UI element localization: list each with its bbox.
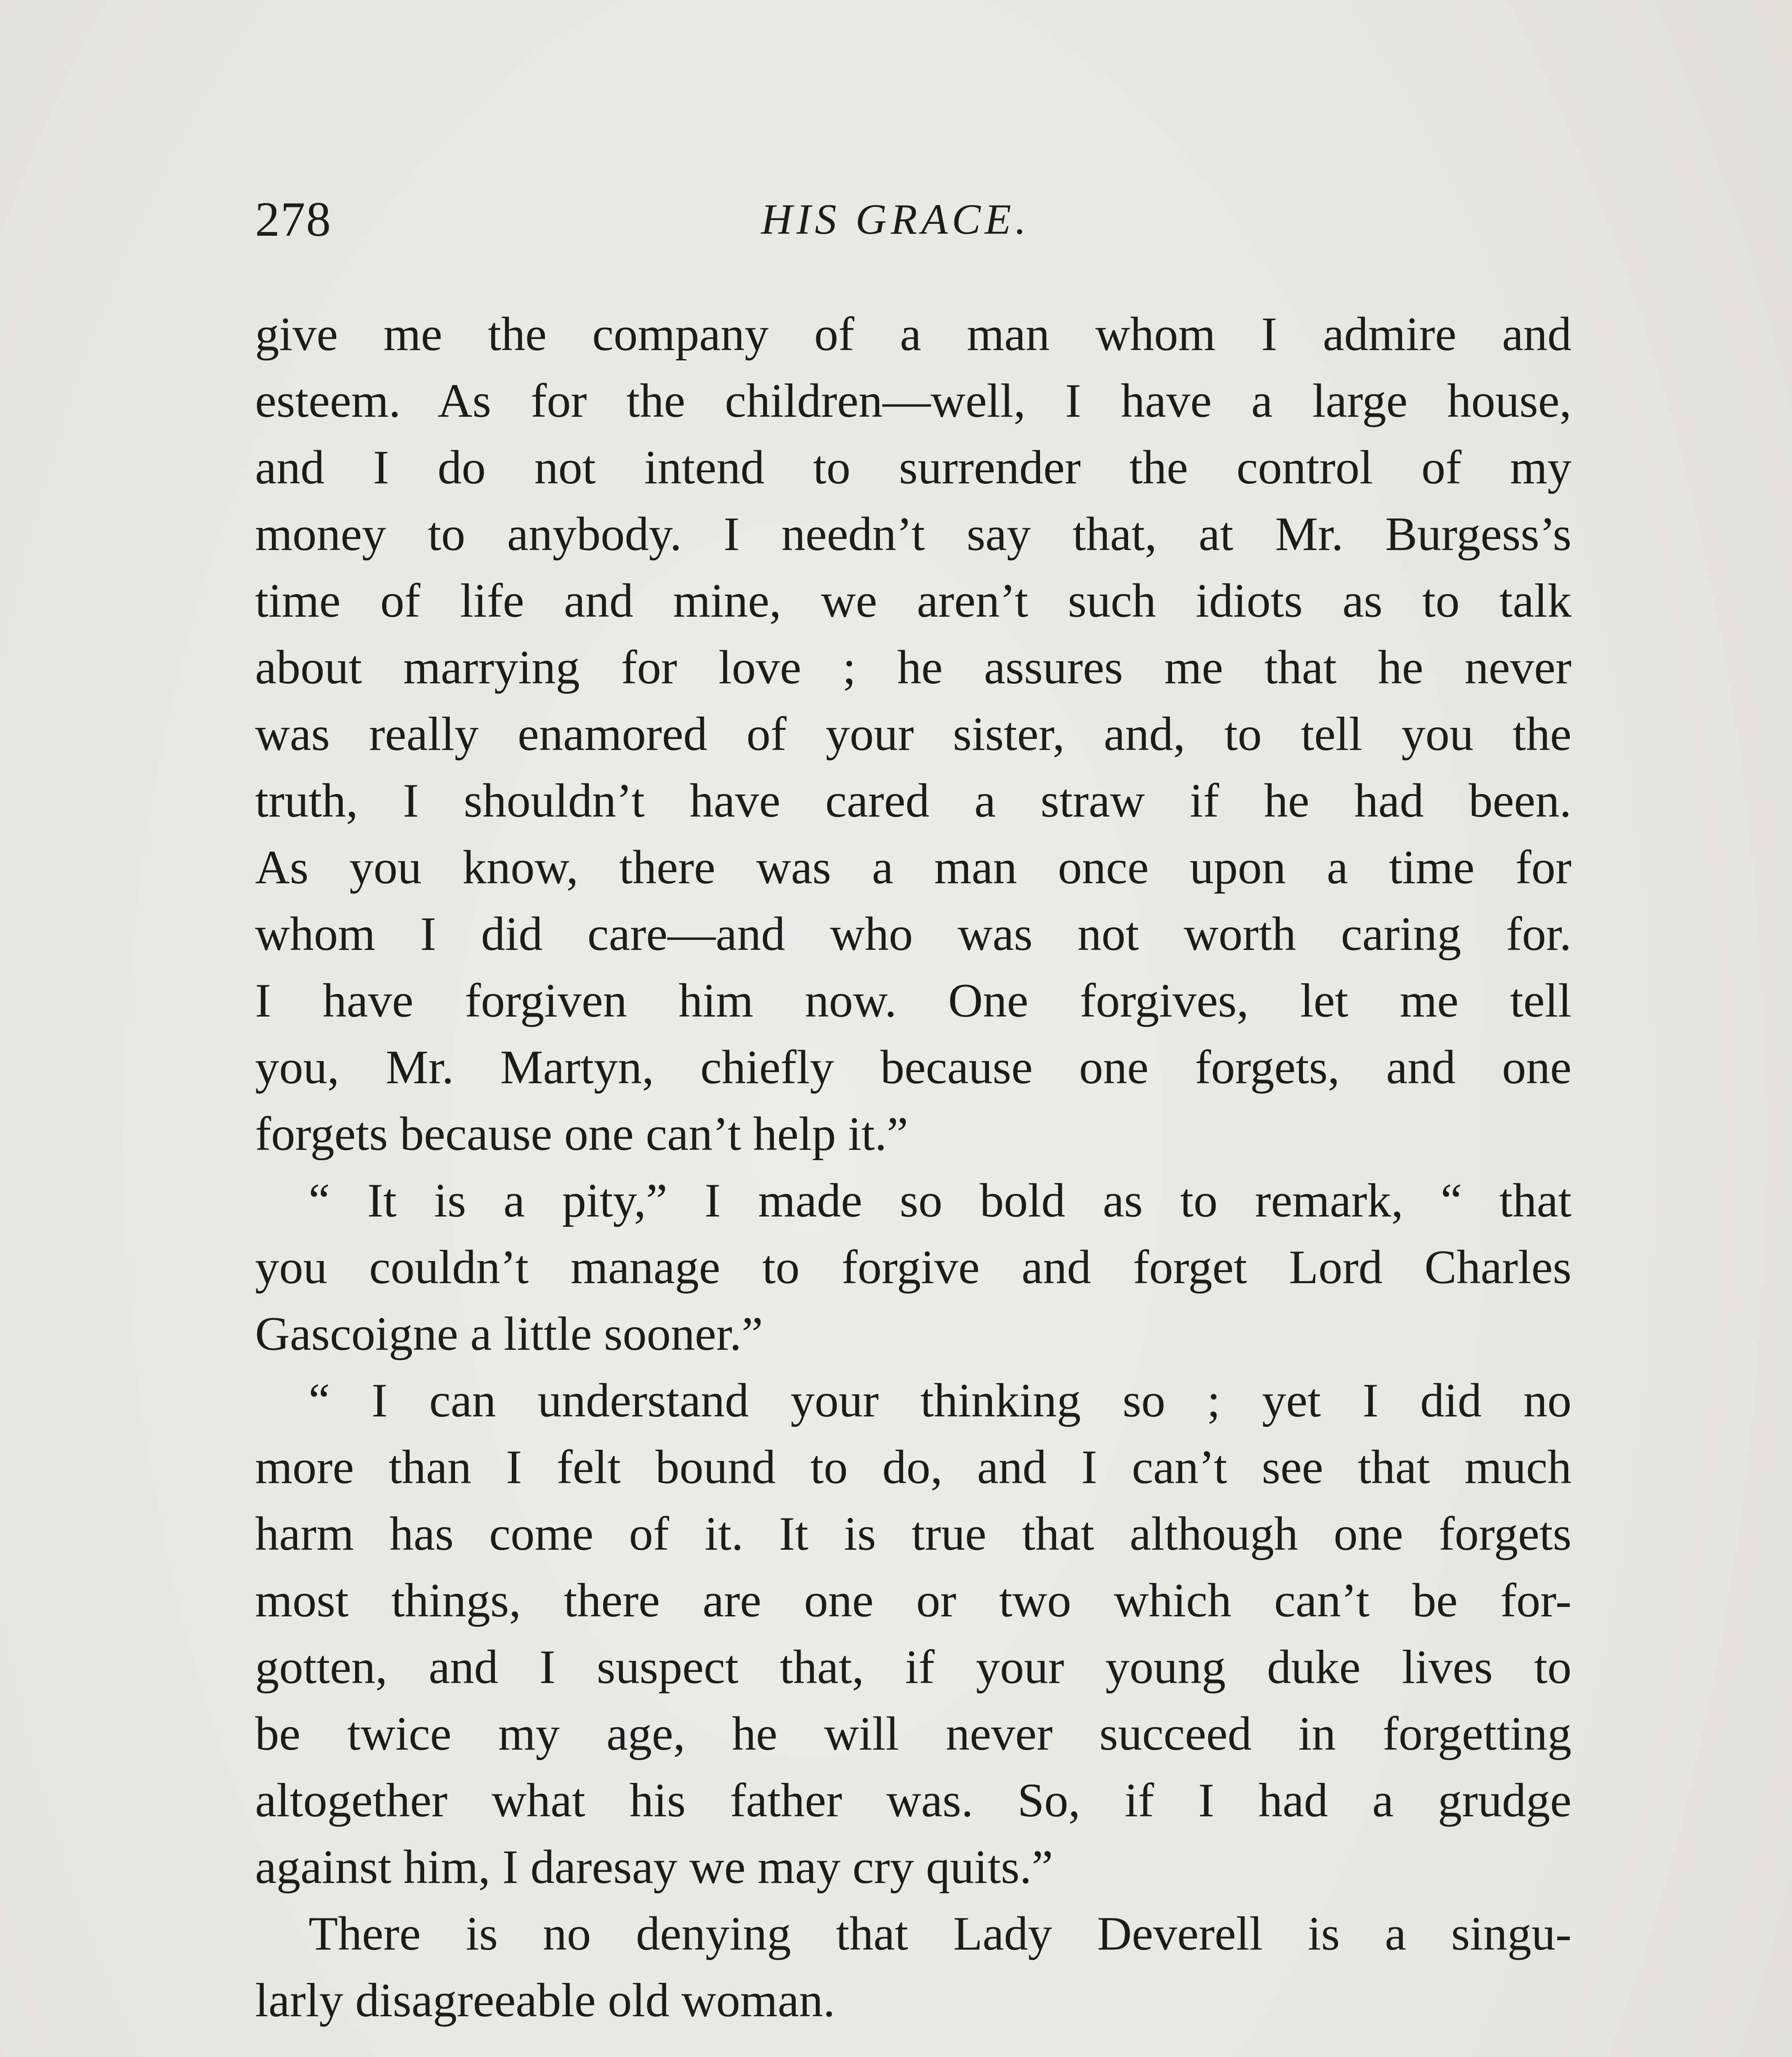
text-line: you couldn’t manage to forgive and forget Lord Charles [255, 1241, 1571, 1294]
running-title: HIS GRACE. [761, 195, 1031, 243]
text-line: “ It is a pity,” I made so bold as to remark, “ that [309, 1174, 1571, 1227]
body-text [255, 301, 1571, 2034]
text-line: more than I felt bound to do, and I can’t see that much [255, 1441, 1571, 1494]
text-line: about marrying for love ; he assures me that he never [255, 641, 1571, 694]
text-line: “ I can understand your thinking so ; yet I did no [309, 1374, 1571, 1427]
running-header [255, 184, 1571, 254]
page-number: 278 [255, 192, 332, 246]
text-line: forgets because one can’t help it.” [255, 1107, 908, 1161]
text-line: esteem. As for the children—well, I have a large house, [255, 374, 1571, 427]
text-line: against him, I daresay we may cry quits.” [255, 1841, 1053, 1894]
text-line: whom I did care—and who was not worth caring for. [255, 908, 1571, 961]
text-line: altogether what his father was. So, if I had a grudge [255, 1774, 1571, 1827]
text-line: I have forgiven him now. One forgives, let me tell [255, 974, 1571, 1027]
text-line: and I do not intend to surrender the control of my [255, 441, 1571, 494]
text-line: larly disagreeable old woman. [255, 1974, 835, 2027]
text-line: gotten, and I suspect that, if your young duke lives to [255, 1641, 1571, 1694]
text-line: As you know, there was a man once upon a time for [255, 841, 1571, 894]
text-line: was really enamored of your sister, and, to tell you the [255, 708, 1571, 761]
text-line: harm has come of it. It is true that although one forgets [255, 1507, 1571, 1560]
text-line: you, Mr. Martyn, chiefly because one forgets, and one [255, 1041, 1571, 1094]
text-line: give me the company of a man whom I admire and [255, 308, 1571, 361]
text-line: money to anybody. I needn’t say that, at Mr. Burgess’s [255, 508, 1571, 561]
text-line: time of life and mine, we aren’t such idiots as to talk [255, 574, 1571, 627]
text-line: There is no denying that Lady Deverell is a singu- [309, 1907, 1571, 1960]
text-line: Gascoigne a little sooner.” [255, 1307, 763, 1360]
text-line: be twice my age, he will never succeed in forgetting [255, 1707, 1571, 1760]
text-line: most things, there are one or two which can’t be for- [255, 1574, 1571, 1627]
text-line: truth, I shouldn’t have cared a straw if he had been. [255, 774, 1571, 827]
